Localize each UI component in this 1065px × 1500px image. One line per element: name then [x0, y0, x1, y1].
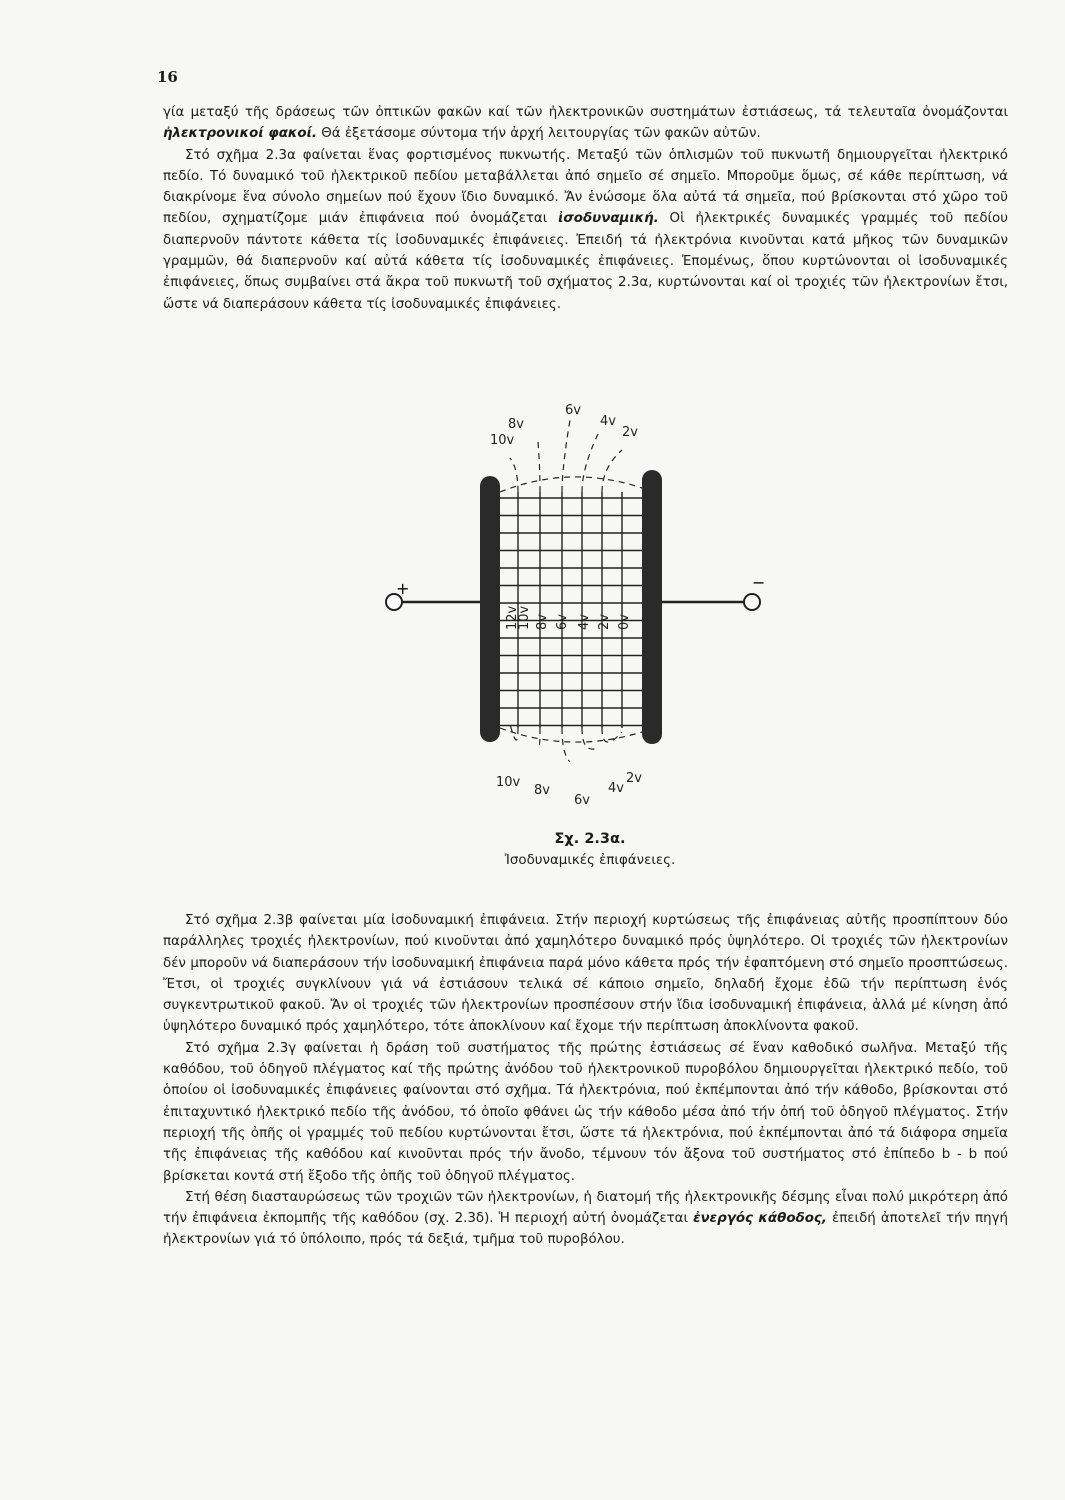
bottom-outer-curve — [500, 728, 642, 742]
bottom-voltage-label: 4v — [608, 781, 624, 796]
minus-sign: − — [752, 573, 766, 592]
paragraph-text: Στό σχῆμα 2.3α φαίνεται ἕνας φορτισμένος πυκνωτής. Μεταξύ τῶν ὁπλισμῶν τοῦ πυκνωτῆ δημιουργεῖται ἠλεκτρικό πεδίο. Τό δυναμικό τοῦ ἠλεκτρικοῦ πεδίου μεταβάλλεται ἀπό σημεῖο σέ σημεῖο. Μποροῦμε ὅμως, σέ κάθε περίπτωση, νά διακρίνομε ἕνα σύνολο σημείων πού ἔχουν ἴδιο δυναμικό. Ἄν ἑνώσομε ὅλα αὐτά τά σημεῖα, πού βρίσκονται στό χῶρο τοῦ πεδίου, σχηματίζομε μιάν ἐπιφάνεια πού ὀνομάζεται — [163, 147, 1008, 227]
paragraph-text: Στό σχῆμα 2.3β φαίνεται μία ἰσοδυναμική ἐπιφάνεια. Στήν περιοχή κυρτώσεως τῆς ἐπιφάνειας αὐτῆς προσπίπτουν δύο παράλληλες τροχιές ἠλεκτρονίων, πού κινοῦνται ἀπό χαμηλότερο δυναμικό πρός ὑψηλότερο. Οἱ τροχιές τῶν ἠλεκτρονίων δέν μποροῦν νά διαπεράσουν τήν ἰσοδυναμική ἐπιφάνεια παρά μόνο κάθετα πρός τήν ἐφαπτόμενη στό σημεῖο προσπτώσεως. Ἔτσι, οἱ τροχιές συγκλίνουν γιά νά ἐστιάσουν τελικά σέ κάποιο σημεῖο, δηλαδή ἔχομε ἐδῶ τήν περίπτωση ἑνός συγκεντρωτικοῦ φακοῦ. Ἄν οἱ τροχιές τῶν ἠλεκτρονίων προσπέσουν στήν ἴδια ἰσοδυναμική ἐπιφάνεια, ἀλλά μέ κίνηση ἀπό ὑψηλότερο δυναμικό πρός χαμηλότερο, τότε ἀποκλίνουν καί ἔχομε τήν περίπτωση ἀποκλίνοντα φακοῦ. — [163, 913, 1008, 1035]
paragraph-text: Στό σχῆμα 2.3γ φαίνεται ἡ δράση τοῦ συστήματος τῆς πρώτης ἐστιάσεως σέ ἕναν καθοδικό σωλῆνα. Μεταξύ τῆς καθόδου, τοῦ ὁδηγοῦ πλέγματος καί τῆς πρώτης ἀνόδου τοῦ ἠλεκτρονικοῦ πυροβόλου δημιουργεῖται ἠλεκτρικό πεδίο, τοῦ ὁποίου οἱ ἰσοδυναμικές ἐπιφάνειες φαίνονται στό σχῆμα. Τά ἠλεκτρόνια, πού ἐκπέμπονται ἀπό τήν κάθοδο, βρίσκονται στό ἐπιταχυντικό ἠλεκτρικό πεδίο τῆς ἀνόδου, τό ὁποῖο φθάνει ὡς τήν κάθοδο μέσα ἀπό τήν ὀπή τοῦ ὁδηγοῦ πλέγματος. Στήν περιοχή τῆς ὀπῆς οἱ γραμμές τοῦ πεδίου κυρτώνονται ἔτσι, ὥστε τά ἠλεκτρόνια, πού ἐκπέμπονται ἀπό τά διάφορα σημεῖα τῆς ἐπιφάνειας τῆς καθόδου καί κινοῦνται πρός τήν ἄνοδο, τέμνουν τόν ἄξονα τοῦ συστήματος στό ἐπίπεδο b - b πού βρίσκεται κοντά στή ἔξοδο τῆς ὀπῆς τοῦ ὁδηγοῦ πλέγματος. — [163, 1040, 1008, 1184]
top-voltage-label: 6v — [565, 403, 581, 418]
paragraph — [163, 1038, 1008, 1187]
inner-voltage-label: 6v — [555, 614, 570, 630]
figure-caption — [480, 828, 700, 872]
bottom-fringe-line — [602, 728, 622, 742]
left-plate — [480, 476, 500, 742]
right-plate — [642, 470, 662, 744]
top-voltage-label: 4v — [600, 414, 616, 429]
capacitor-diagram — [360, 398, 780, 810]
top-voltage-label: 2v — [622, 425, 638, 440]
inner-voltage-label: 4v — [577, 614, 592, 630]
top-fringe-line — [562, 420, 570, 492]
bottom-fringe-line — [562, 728, 570, 762]
bottom-voltage-label: 2v — [626, 771, 642, 786]
bottom-voltage-label: 10v — [496, 775, 521, 790]
top-voltage-label: 8v — [508, 417, 524, 432]
top-voltage-label: 10v — [490, 433, 515, 448]
inner-voltage-label: 0v — [617, 614, 632, 630]
text-block-bottom — [163, 910, 1008, 1251]
negative-terminal — [744, 594, 760, 610]
bottom-voltage-label: 8v — [534, 783, 550, 798]
top-fringe-line — [582, 434, 598, 492]
paragraph-text: ἐπειδή ἀποτελεῖ τήν πηγή ἠλεκτρονίων γιά τό ὑπόλοιπο, πρός τά δεξιά, τμῆμα τοῦ πυροβόλου. — [163, 1211, 1008, 1248]
bottom-voltage-label: 6v — [574, 793, 590, 808]
term-emphasis: ἠλεκτρονικοί φακοί. — [163, 126, 317, 142]
bottom-fringe-line — [538, 728, 540, 745]
text-block-top — [163, 102, 1008, 315]
paragraph-text: Οἱ ἠλεκτρικές δυναμικές γραμμές τοῦ πεδίου διαπερνοῦν πάντοτε κάθετα τίς ἰσοδυναμικές ἐπιφάνειες. Ἐπειδή τά ἠλεκτρόνια κινοῦνται κατά μῆκος τῶν δυναμικῶν γραμμῶν, θά διαπερνοῦν καί αὐτά κάθετα τίς ἰσοδυναμικές ἐπιφάνειες. Ἐπομένως, ὅπου κυρτώνονται οἱ ἰσοδυναμικές ἐπιφάνειες, ὅπως συμβαίνει στά ἄκρα τοῦ πυκνωτῆ τοῦ σχήματος 2.3α, κυρτώνονται καί οἱ τροχιές τῶν ἠλεκτρονίων ἔτσι, ὥστε νά διαπεράσουν κάθετα τίς ἰσοδυναμικές ἐπιφάνειες. — [163, 211, 1008, 312]
paragraph — [163, 1187, 1008, 1251]
term-emphasis: ἰσοδυναμική. — [558, 211, 659, 227]
page-number: 16 — [157, 68, 178, 86]
paragraph — [163, 145, 1008, 315]
inner-voltage-label: 10v — [517, 605, 532, 630]
paragraph-text: γία μεταξύ τῆς δράσεως τῶν ὀπτικῶν φακῶν καί τῶν ἠλεκτρονικῶν συστημάτων ἐστιάσεως, τά τελευταῖα ὀνομάζονται — [163, 105, 1008, 120]
top-fringe-line — [602, 450, 622, 492]
inner-voltage-label: 8v — [535, 614, 550, 630]
paragraph-text: Θά ἐξετάσομε σύντομα τήν ἀρχή λειτουργίας τῶν φακῶν αὐτῶν. — [316, 126, 761, 142]
bottom-fringe-line — [582, 728, 598, 749]
inner-voltage-label: 2v — [597, 614, 612, 630]
term-emphasis: ἐνεργός κάθοδος, — [693, 1211, 827, 1227]
paragraph-text: Στή θέση διασταυρώσεως τῶν τροχιῶν τῶν ἠλεκτρονίων, ἡ διατομή τῆς ἠλεκτρονικῆς δέσμης εἶναι πολύ μικρότερη ἀπό τήν ἐπιφάνεια ἐκπομπῆς τῆς καθόδου (σχ. 2.3δ). Ἡ περιοχή αὐτή ὀνομάζεται — [163, 1189, 1008, 1227]
top-fringe-line — [538, 442, 540, 492]
top-outer-curve — [500, 477, 642, 492]
figure-equipotential-surfaces — [360, 398, 780, 810]
paragraph — [163, 910, 1008, 1038]
paragraph — [163, 102, 1008, 145]
figure-title: Ἰσοδυναμικές ἐπιφάνειες. — [504, 853, 676, 868]
fringe-lines — [500, 420, 642, 762]
inner-voltage-label: 12v — [505, 605, 520, 630]
figure-number: Σχ. 2.3α. — [554, 831, 626, 847]
plus-sign: + — [396, 579, 410, 598]
